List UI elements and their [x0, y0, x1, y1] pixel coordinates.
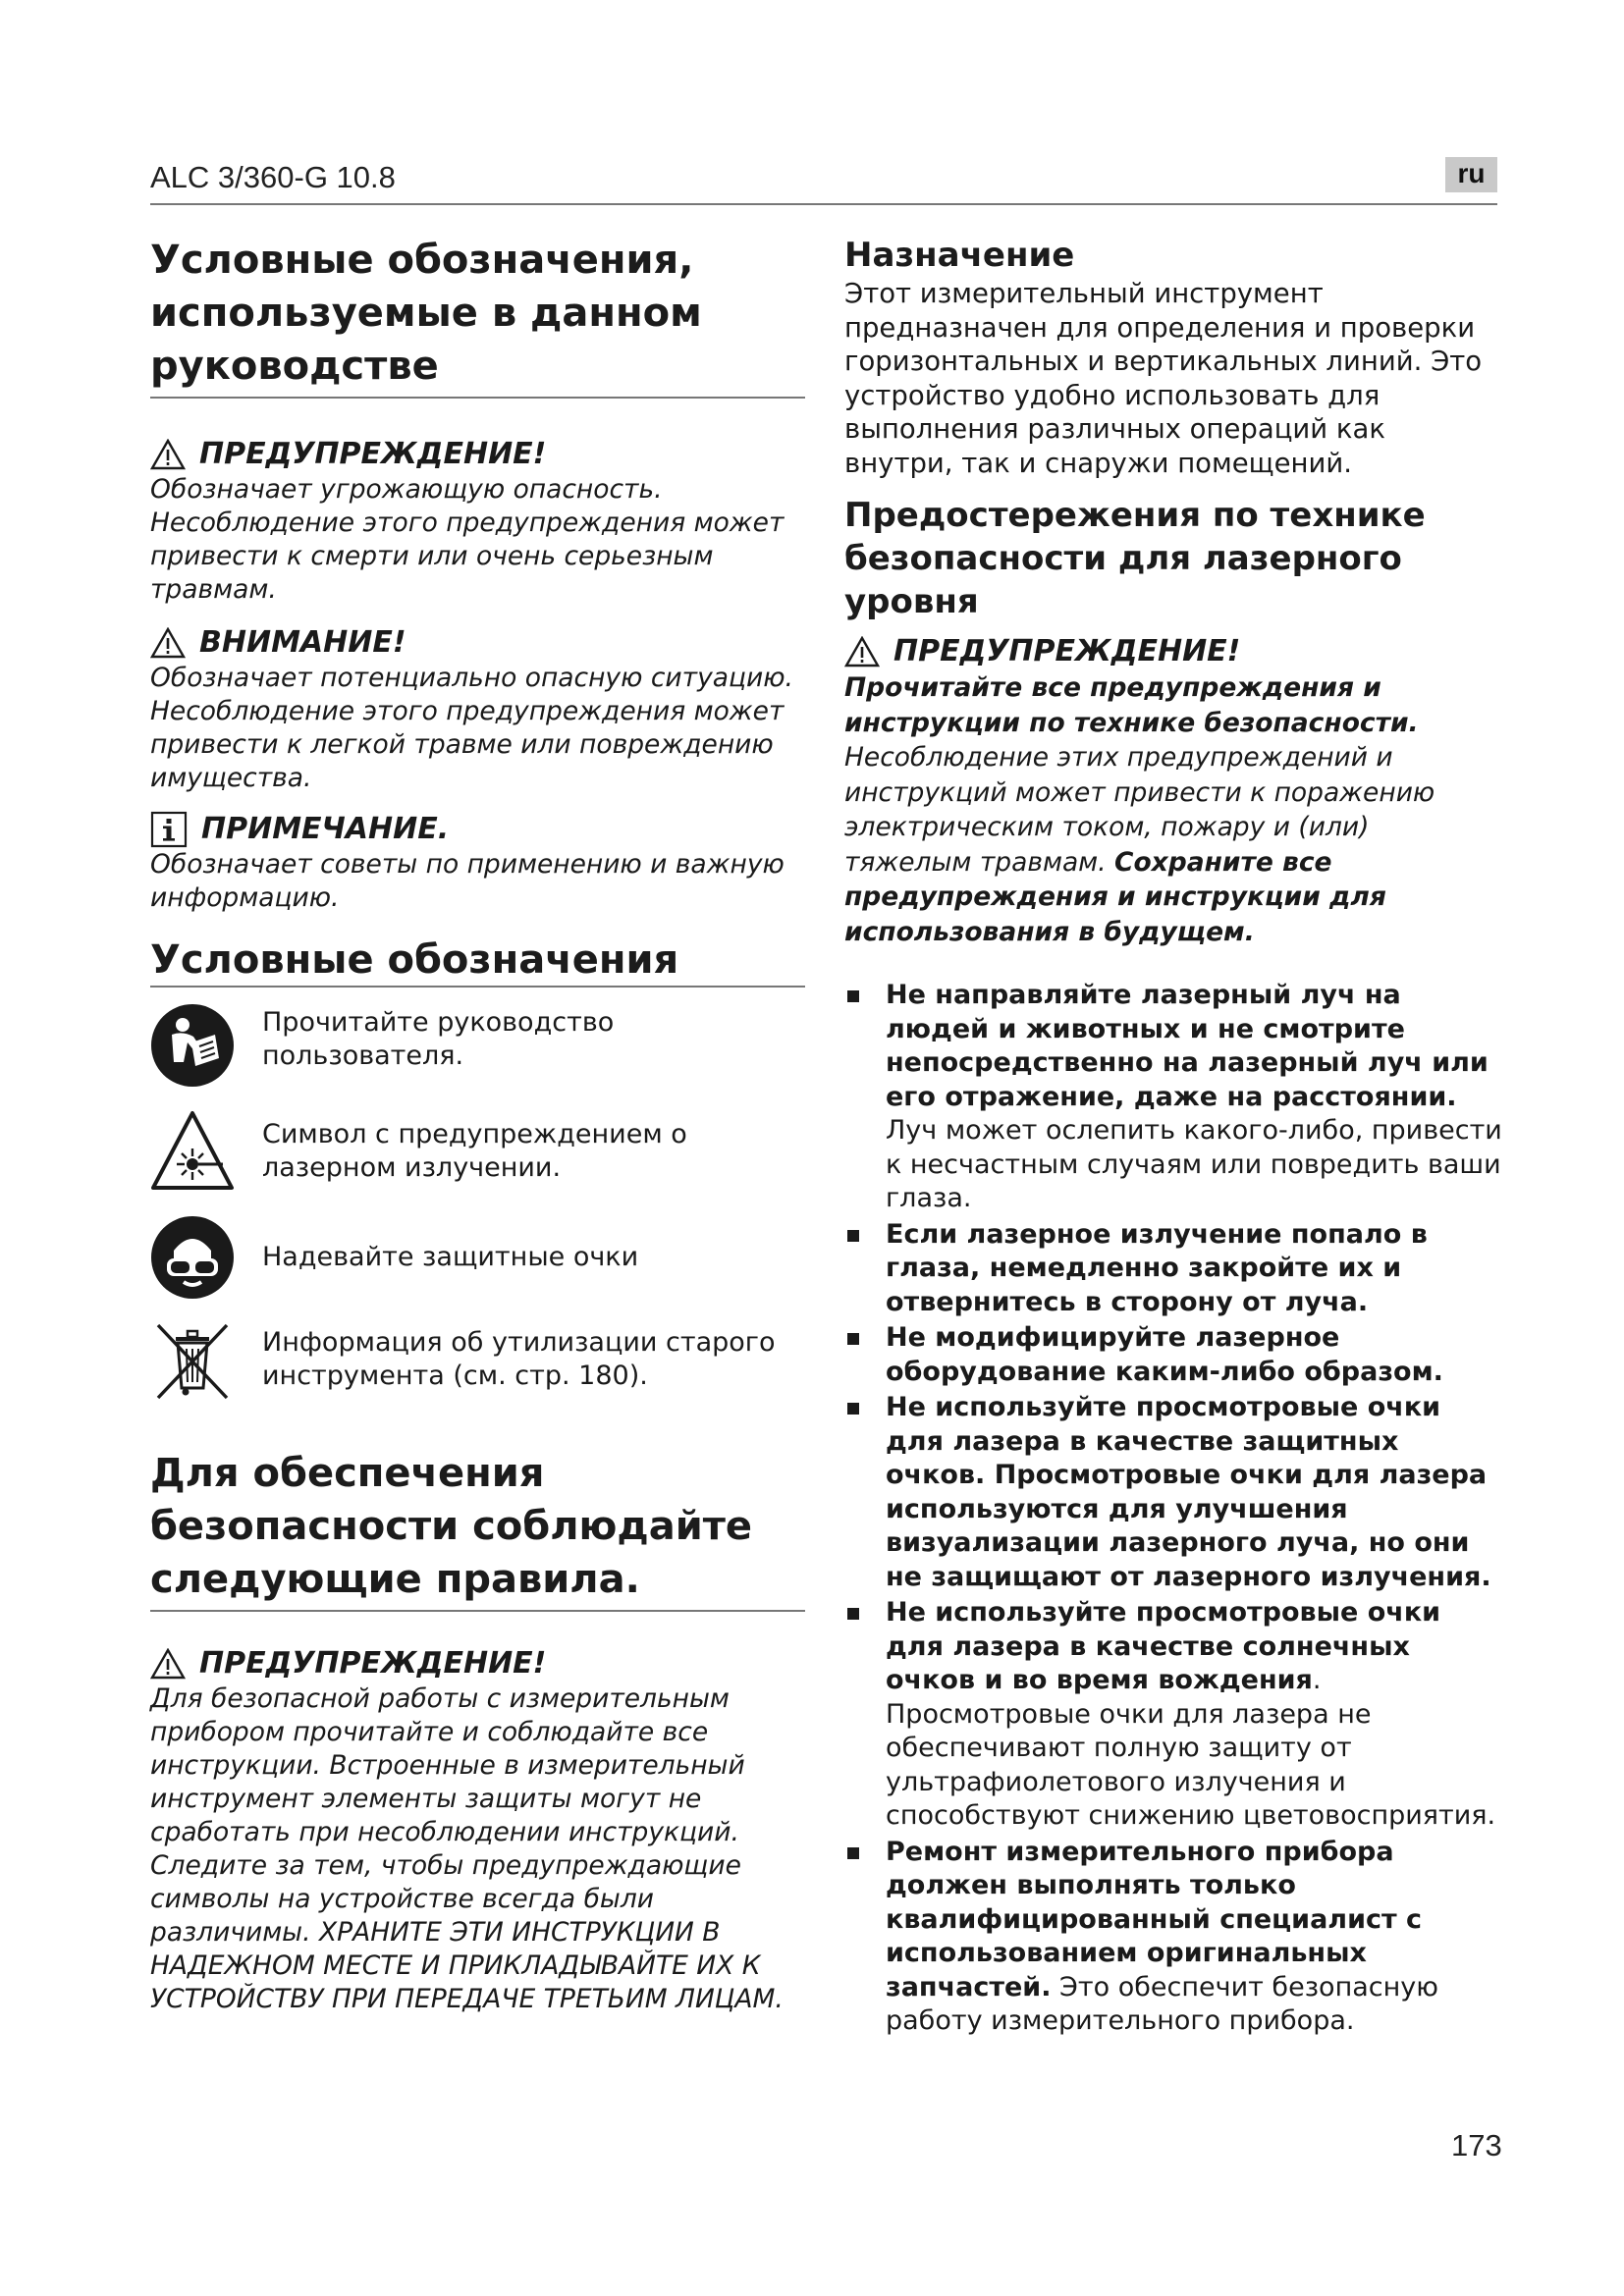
caution-triangle-icon [150, 627, 186, 659]
list-item [844, 1218, 1502, 1320]
purpose-body: Этот измерительный инструмент предназначен для определения и проверки горизонтальных и вертикальных линий. Это устройство удобно использовать для выполнения различных операций как внутри, так и снаружи помещений. [844, 278, 1483, 479]
rule-bold: Не используйте просмотровые очки для лазера в качестве защитных очков. Просмотровые очки для лазера используются для улучшения визуализации лазерного луча, но они не защищают от лазерного излучения. [886, 1392, 1491, 1592]
symbols-title: Условные обозначения [150, 937, 679, 983]
warning-triangle-icon [150, 439, 186, 470]
safety-warning-title: ПРЕДУПРЕЖДЕНИЕ! [199, 1646, 547, 1681]
caution-body: Обозначает потенциально опасную ситуацию. Несоблюдение этого предупреждения может привести к легкой травме или повреждению имущества. [150, 663, 793, 793]
laser-warning-bold-2: Сохраните все предупреждения и инструкции для использования в будущем. [844, 846, 1386, 947]
safety-divider [150, 1610, 805, 1612]
title-divider [150, 397, 805, 399]
symbol-row-glasses [150, 1215, 805, 1300]
safety-rules-list [844, 979, 1502, 2039]
info-icon [150, 811, 188, 848]
list-item [844, 979, 1502, 1216]
safety-warning-block [150, 1645, 805, 2016]
rule-bold: Не модифицируйте лазерное оборудование каким-либо образом. [886, 1322, 1443, 1387]
rule-bold: Не используйте просмотровые очки для лазера в качестве солнечных очков и во время вождения [886, 1597, 1441, 1695]
purpose-title: Назначение [844, 236, 1075, 275]
note-body: Обозначает советы по применению и важную информацию. [150, 849, 785, 913]
list-item [844, 1391, 1502, 1594]
page-number: 173 [1451, 2128, 1502, 2163]
rule-bold: Если лазерное излучение попало в глаза, немедленно закройте их и отвернитесь в сторону от луча. [886, 1218, 1428, 1317]
symbol-text-glasses: Надевайте защитные очки [262, 1242, 639, 1272]
laser-warning-title: ПРЕДУПРЕЖДЕНИЕ! [893, 634, 1241, 668]
symbol-text-manual: Прочитайте руководство пользователя. [262, 1007, 615, 1071]
caution-title: ВНИМАНИЕ! [199, 625, 406, 660]
language-badge: ru [1445, 157, 1497, 192]
header-divider [150, 203, 1497, 205]
rule-bold: Не направляйте лазерный луч на людей и животных и не смотрите непосредственно на лазерный луч или его отражение, даже на расстоянии. [886, 980, 1489, 1112]
symbol-row-manual [150, 1003, 805, 1088]
caution-block [150, 624, 805, 795]
note-block [150, 811, 805, 915]
safety-glasses-icon [150, 1215, 235, 1300]
symbol-row-laser [150, 1109, 805, 1194]
laser-warning-block [844, 633, 1502, 949]
note-title: ПРИМЕЧАНИЕ. [201, 812, 450, 846]
warning-block [150, 436, 805, 607]
left-column [150, 234, 805, 2016]
right-column [844, 234, 1502, 2041]
symbols-divider [150, 986, 805, 988]
list-item [844, 1596, 1502, 1834]
laser-warning-bold-1: Прочитайте все предупреждения и инструкции по технике безопасности. [844, 672, 1419, 738]
warning-triangle-icon [150, 1648, 186, 1680]
symbol-text-laser: Символ с предупреждением о лазерном излучении. [262, 1119, 687, 1183]
safety-warning-body: Для безопасной работы с измерительным прибором прочитайте и соблюдайте все инструкции. Встроенные в измерительный инструмент элементы защиты могут не сработать при несоблюдении инструкций. Следите за тем, чтобы предупреждающие символы на устройстве всегда были различимы. ХРАНИТЕ ЭТИ ИНСТРУКЦИИ В НАДЕЖНОМ МЕСТЕ И ПРИКЛАДЫВАЙТЕ ИХ К УСТРОЙСТВУ ПРИ ПЕРЕДАЧЕ ТРЕТЬИМ ЛИЦАМ. [150, 1683, 784, 2014]
laser-warning-body [844, 670, 1502, 949]
laser-warning-icon [150, 1109, 235, 1194]
model-name: ALC 3/360-G 10.8 [150, 160, 396, 194]
list-item [844, 1836, 1502, 2039]
rule-bold: Ремонт измерительного прибора должен выполнять только квалифицированный специалист с использованием оригинальных запчастей. [886, 1836, 1423, 2002]
laser-safety-title: Предостережения по технике безопасности для лазерного уровня [844, 496, 1426, 621]
conventions-title: Условные обозначения, используемые в данном руководстве [150, 238, 702, 389]
crossed-bin-icon [150, 1317, 235, 1402]
warning-triangle-icon [844, 636, 880, 667]
laser-warning-text: Несоблюдение этих предупреждений и инструкций может привести к поражению электрическим током, пожару и (или) тяжелым травмам. [844, 742, 1435, 878]
rule-text: . Просмотровые очки для лазера не обеспечивают полную защиту от ультрафиолетового излучения и способствуют снижению цветовосприятия. [886, 1665, 1496, 1831]
rule-text: Луч может ослепить какого-либо, привести к несчастным случаям или повредить ваши глаза. [886, 1115, 1502, 1213]
symbol-row-disposal [150, 1317, 805, 1402]
symbol-text-disposal: Информация об утилизации старого инструмента (см. стр. 180). [262, 1327, 776, 1391]
rule-text: Это обеспечит безопасную работу измерительного прибора. [886, 1971, 1438, 2036]
safety-title: Для обеспечения безопасности соблюдайте следующие правила. [150, 1451, 753, 1602]
read-manual-icon [150, 1003, 235, 1088]
warning-body: Обозначает угрожающую опасность. Несоблюдение этого предупреждения может привести к смерти или очень серьезным травмам. [150, 474, 785, 605]
warning-title: ПРЕДУПРЕЖДЕНИЕ! [199, 437, 547, 471]
list-item [844, 1321, 1502, 1389]
